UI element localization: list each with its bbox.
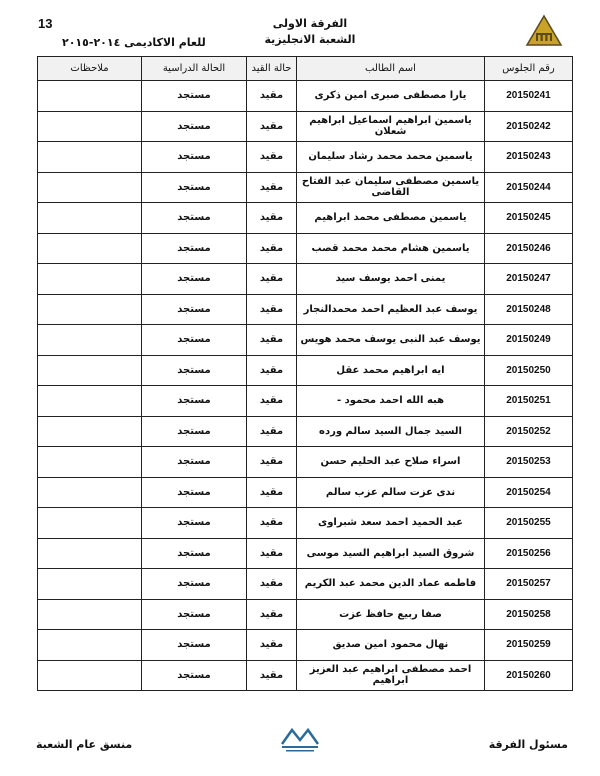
student-name-cell: يوسف عبد النبى يوسف محمد هويس	[297, 325, 485, 356]
student-name-cell: يارا مصطفى صبرى امين ذكرى	[297, 81, 485, 112]
notes-cell	[38, 386, 142, 417]
seat-number-cell: 20150250	[485, 355, 573, 386]
table-body	[38, 81, 573, 691]
student-name-cell: ياسمين محمد محمد رشاد سليمان	[297, 142, 485, 173]
notes-cell	[38, 416, 142, 447]
study-status-cell: مستجد	[142, 142, 247, 173]
study-status-cell: مستجد	[142, 599, 247, 630]
table-row	[38, 111, 573, 142]
registration-status-cell: مقيد	[247, 477, 297, 508]
department-title: الشعبة الانجليزية	[264, 33, 356, 46]
seat-number-cell: 20150253	[485, 447, 573, 478]
notes-cell	[38, 233, 142, 264]
study-status-cell: مستجد	[142, 538, 247, 569]
table-row	[38, 325, 573, 356]
notes-cell	[38, 355, 142, 386]
study-status-cell: مستجد	[142, 111, 247, 142]
seat-number-cell: 20150248	[485, 294, 573, 325]
table-row	[38, 630, 573, 661]
seat-number-cell: 20150256	[485, 538, 573, 569]
student-name-cell: عبد الحميد احمد سعد شبراوى	[297, 508, 485, 539]
notes-cell	[38, 630, 142, 661]
seat-number-cell: 20150247	[485, 264, 573, 295]
seat-number-cell: 20150249	[485, 325, 573, 356]
header-notes: ملاحظات	[38, 57, 142, 81]
student-name-cell: ياسمين هشام محمد محمد قصب	[297, 233, 485, 264]
notes-cell	[38, 477, 142, 508]
registration-status-cell: مقيد	[247, 203, 297, 234]
notes-cell	[38, 294, 142, 325]
registration-status-cell: مقيد	[247, 447, 297, 478]
registration-status-cell: مقيد	[247, 142, 297, 173]
registration-status-cell: مقيد	[247, 233, 297, 264]
student-name-cell: اسراء صلاح عبد الحليم حسن	[297, 447, 485, 478]
table-row	[38, 172, 573, 203]
registration-status-cell: مقيد	[247, 569, 297, 600]
study-status-cell: مستجد	[142, 386, 247, 417]
seat-number-cell: 20150245	[485, 203, 573, 234]
table-row	[38, 386, 573, 417]
registration-status-cell: مقيد	[247, 264, 297, 295]
table-row	[38, 355, 573, 386]
student-name-cell: صفا ربيع حافظ عزت	[297, 599, 485, 630]
student-name-cell: فاطمه عماد الدين محمد عبد الكريم	[297, 569, 485, 600]
study-status-cell: مستجد	[142, 172, 247, 203]
seat-number-cell: 20150241	[485, 81, 573, 112]
faculty-logo-icon	[276, 724, 324, 754]
seat-number-cell: 20150255	[485, 508, 573, 539]
notes-cell	[38, 111, 142, 142]
notes-cell	[38, 447, 142, 478]
study-status-cell: مستجد	[142, 355, 247, 386]
study-status-cell: مستجد	[142, 294, 247, 325]
study-status-cell: مستجد	[142, 233, 247, 264]
student-name-cell: ياسمين مصطفى محمد ابراهيم	[297, 203, 485, 234]
study-status-cell: مستجد	[142, 660, 247, 691]
student-name-cell: هبه الله احمد محمود -	[297, 386, 485, 417]
level-title: الفرقة الاولى	[272, 17, 348, 30]
notes-cell	[38, 538, 142, 569]
registration-status-cell: مقيد	[247, 416, 297, 447]
table-row	[38, 477, 573, 508]
page-number: 13	[38, 16, 53, 31]
student-name-cell: شروق السيد ابراهيم السيد موسى	[297, 538, 485, 569]
table-row	[38, 264, 573, 295]
study-status-cell: مستجد	[142, 569, 247, 600]
table-row	[38, 569, 573, 600]
registration-status-cell: مقيد	[247, 172, 297, 203]
seat-number-cell: 20150254	[485, 477, 573, 508]
student-name-cell: ياسمين مصطفى سليمان عبد الفتاح القاضى	[297, 172, 485, 203]
registration-status-cell: مقيد	[247, 111, 297, 142]
registration-status-cell: مقيد	[247, 538, 297, 569]
seat-number-cell: 20150244	[485, 172, 573, 203]
department-coordinator-label: منسق عام الشعبة	[36, 738, 133, 751]
student-name-cell: ندى عزت سالم عزب سالم	[297, 477, 485, 508]
seat-number-cell: 20150251	[485, 386, 573, 417]
study-status-cell: مستجد	[142, 477, 247, 508]
registration-status-cell: مقيد	[247, 508, 297, 539]
student-table	[37, 56, 573, 691]
student-name-cell: يوسف عبد العظيم احمد محمدالنجار	[297, 294, 485, 325]
table-row	[38, 294, 573, 325]
registration-status-cell: مقيد	[247, 325, 297, 356]
table-row	[38, 203, 573, 234]
study-status-cell: مستجد	[142, 508, 247, 539]
header-study-status: الحالة الدراسية	[142, 57, 247, 81]
seat-number-cell: 20150259	[485, 630, 573, 661]
study-status-cell: مستجد	[142, 264, 247, 295]
table-row	[38, 538, 573, 569]
table-row	[38, 508, 573, 539]
study-status-cell: مستجد	[142, 447, 247, 478]
student-name-cell: نهال محمود امين صديق	[297, 630, 485, 661]
table-row	[38, 599, 573, 630]
table-row	[38, 81, 573, 112]
registration-status-cell: مقيد	[247, 599, 297, 630]
notes-cell	[38, 142, 142, 173]
student-name-cell: احمد مصطفى ابراهيم عبد العزيز ابراهيم	[297, 660, 485, 691]
study-status-cell: مستجد	[142, 203, 247, 234]
registration-status-cell: مقيد	[247, 630, 297, 661]
notes-cell	[38, 660, 142, 691]
header-center	[250, 16, 370, 48]
seat-number-cell: 20150260	[485, 660, 573, 691]
notes-cell	[38, 264, 142, 295]
seat-number-cell: 20150246	[485, 233, 573, 264]
seat-number-cell: 20150257	[485, 569, 573, 600]
registration-status-cell: مقيد	[247, 294, 297, 325]
student-name-cell: يمنى احمد يوسف سيد	[297, 264, 485, 295]
header-student-name: اسم الطالب	[297, 57, 485, 81]
header-registration-status: حالة القيد	[247, 57, 297, 81]
academic-year: للعام الاكاديمى ٢٠١٤-٢٠١٥	[62, 36, 206, 49]
table-row	[38, 142, 573, 173]
registration-status-cell: مقيد	[247, 386, 297, 417]
notes-cell	[38, 325, 142, 356]
class-officer-label: مسئول الفرقة	[488, 738, 568, 751]
registration-status-cell: مقيد	[247, 81, 297, 112]
notes-cell	[38, 569, 142, 600]
notes-cell	[38, 172, 142, 203]
seat-number-cell: 20150242	[485, 111, 573, 142]
notes-cell	[38, 81, 142, 112]
study-status-cell: مستجد	[142, 325, 247, 356]
header-seat-number: رقم الجلوس	[485, 57, 573, 81]
seat-number-cell: 20150243	[485, 142, 573, 173]
student-name-cell: السيد جمال السيد سالم ورده	[297, 416, 485, 447]
notes-cell	[38, 599, 142, 630]
table-row	[38, 233, 573, 264]
study-status-cell: مستجد	[142, 630, 247, 661]
registration-status-cell: مقيد	[247, 660, 297, 691]
notes-cell	[38, 203, 142, 234]
table-row	[38, 447, 573, 478]
seat-number-cell: 20150258	[485, 599, 573, 630]
seat-number-cell: 20150252	[485, 416, 573, 447]
registration-status-cell: مقيد	[247, 355, 297, 386]
notes-cell	[38, 508, 142, 539]
university-logo-icon	[524, 14, 564, 48]
table-row	[38, 660, 573, 691]
table-row	[38, 416, 573, 447]
study-status-cell: مستجد	[142, 416, 247, 447]
student-name-cell: ياسمين ابراهيم اسماعيل ابراهيم شعلان	[297, 111, 485, 142]
table-header-row	[38, 57, 573, 81]
student-name-cell: ايه ابراهيم محمد عقل	[297, 355, 485, 386]
study-status-cell: مستجد	[142, 81, 247, 112]
